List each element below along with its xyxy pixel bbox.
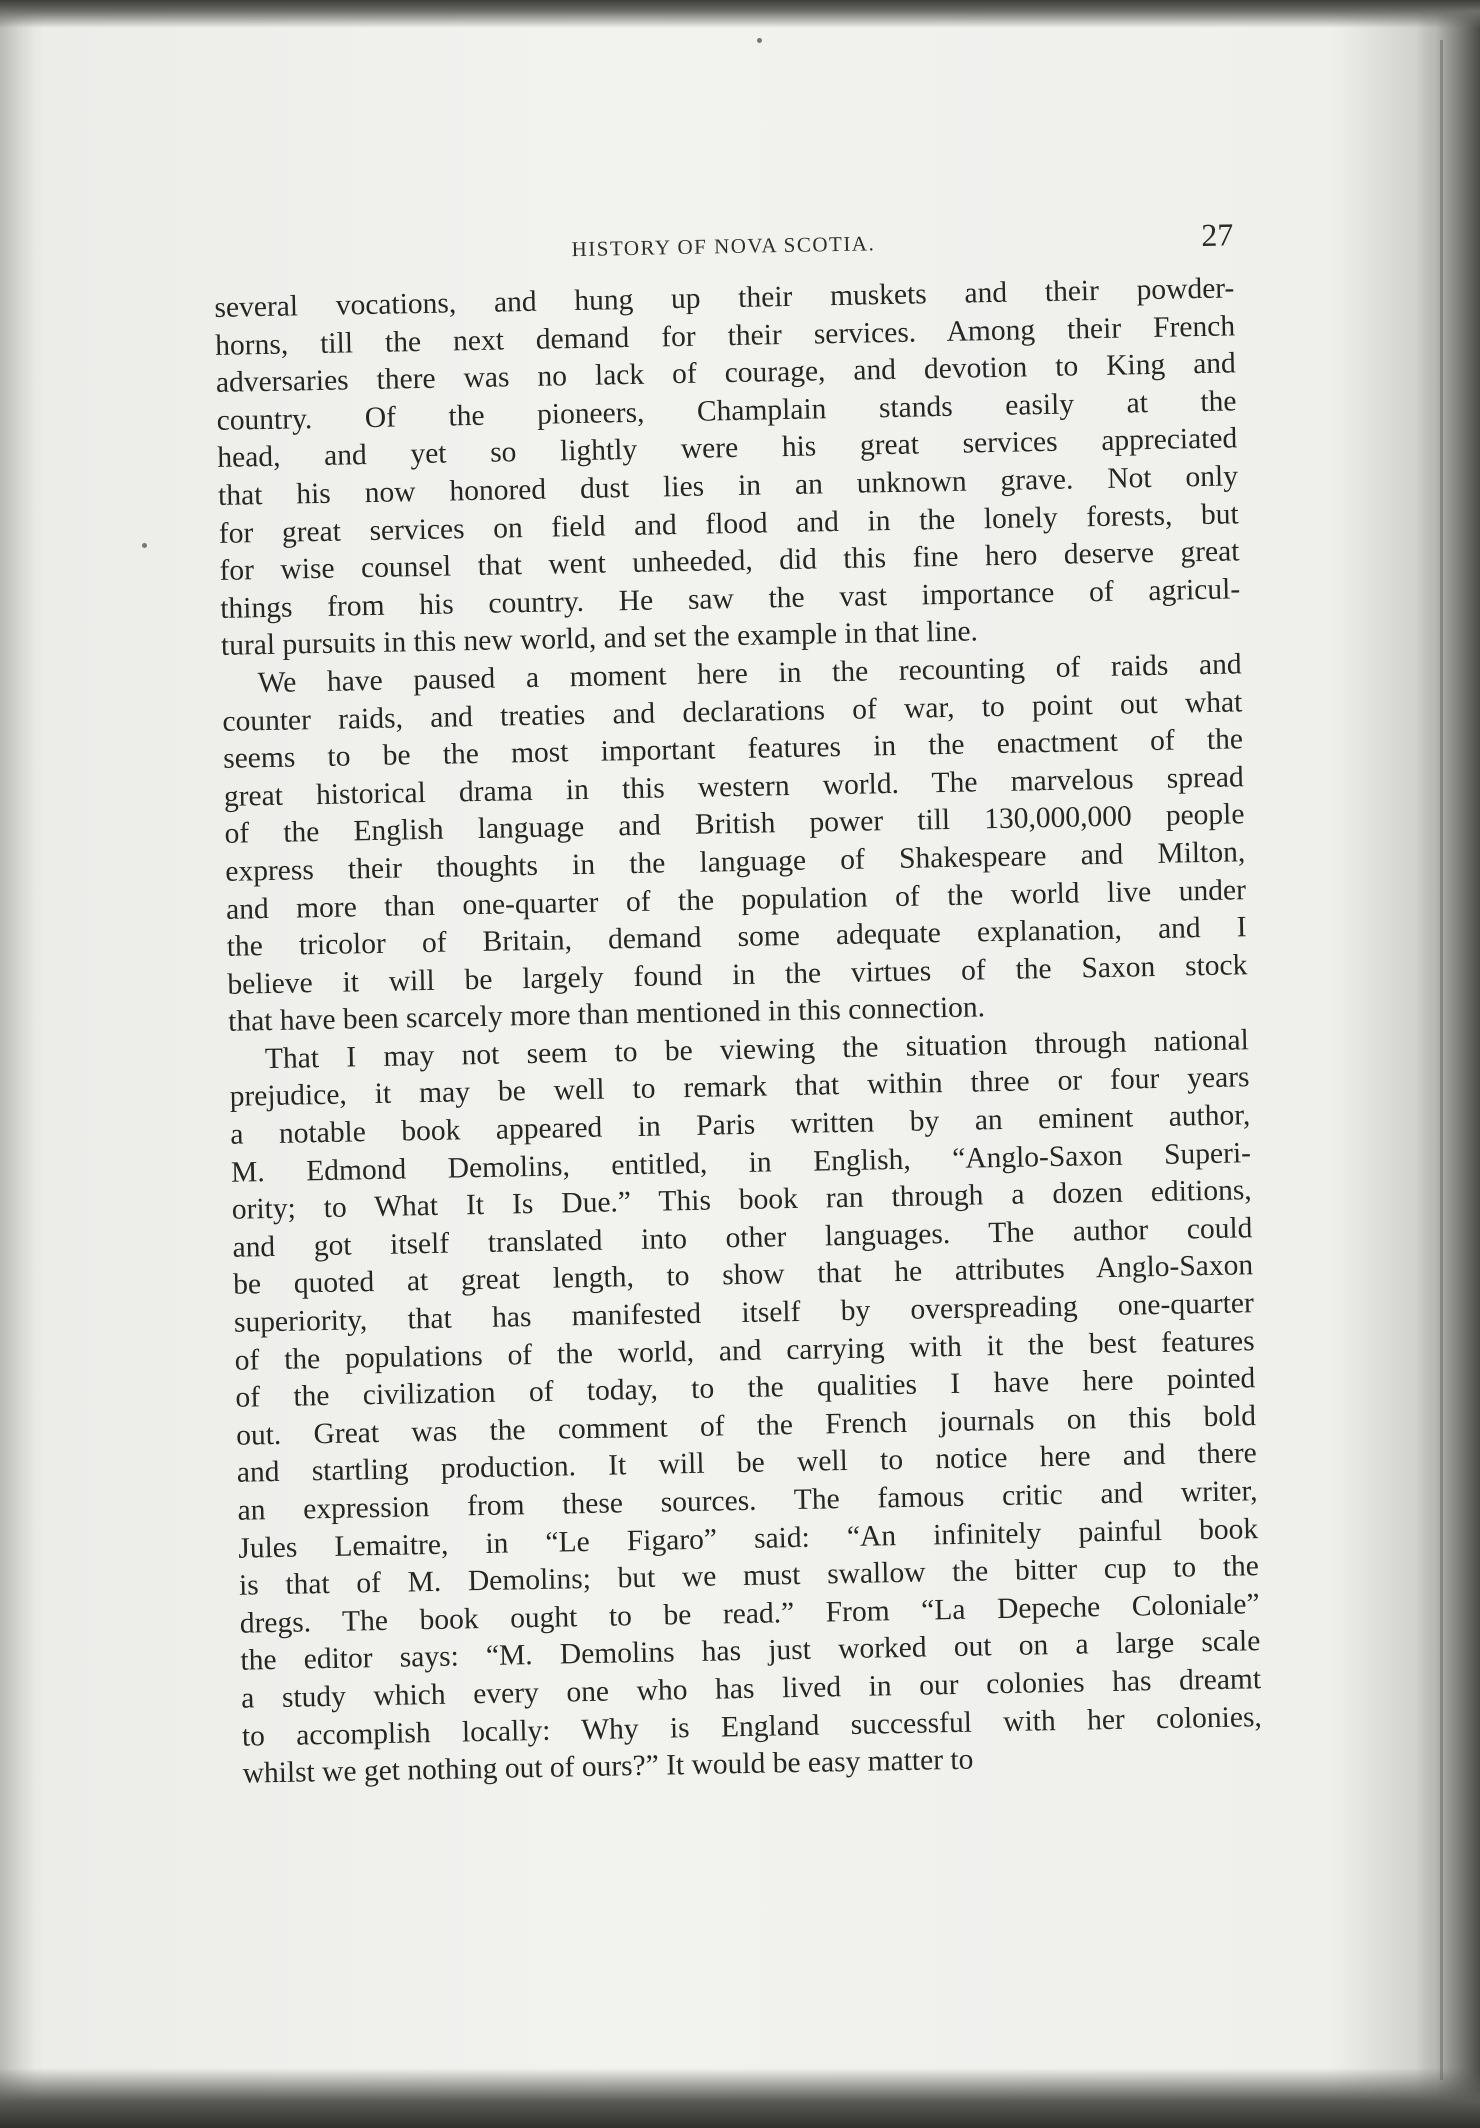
text-line: and got itself translated into other languages. The author could [232, 1212, 1253, 1264]
text-line: prejudice, it may be well to remark that within three or four years [229, 1061, 1250, 1114]
text-line: that have been scarcely more than mentioned in this connection. [227, 991, 986, 1039]
text-line: the editor says: “M. Demolins has just worked out on a large scale [240, 1625, 1261, 1678]
text-line: for wise counsel that went unheeded, did this fine hero deserve great [219, 535, 1240, 588]
text-line: Jules Lemaitre, in “Le Figaro” said: “An infinitely painful book [238, 1512, 1259, 1565]
text-line: an expression from these sources. The famous critic and writer, [237, 1475, 1258, 1527]
body-text [214, 270, 1263, 1793]
text-line: superiority, that has manifested itself by overspreading one-quarter [233, 1287, 1255, 1339]
text-line: be quoted at great length, to show that he attributes Anglo-Saxon [232, 1249, 1254, 1302]
dust-speck [757, 38, 762, 43]
text-line: the tricolor of Britain, demand some adequate explanation, and I [226, 911, 1247, 963]
text-line: of the civilization of today, to the qualities I have here pointed [235, 1362, 1256, 1414]
text-line: a study which every one who has lived in our colonies has dreamt [240, 1663, 1262, 1715]
text-line: and startling production. It will be well to notice here and there [236, 1437, 1257, 1490]
text-line: That I may not seem to be viewing the situation through national [264, 1024, 1250, 1075]
dust-speck [142, 543, 147, 548]
text-line: out. Great was the comment of the French journals on this bold [235, 1399, 1257, 1452]
page-left-edge [0, 0, 34, 2128]
text-line: that his now honored dust lies in an unknown grave. Not only [217, 460, 1239, 512]
text-line: We have paused a moment here in the recounting of raids and [257, 648, 1242, 700]
paragraph [229, 1022, 1263, 1793]
paragraph [221, 646, 1248, 1041]
running-head-title: HISTORY OF NOVA SCOTIA. [571, 231, 876, 262]
text-line: head, and yet so lightly were his great services appreciated [217, 422, 1238, 475]
text-line: things from his country. He saw the vast importance of agricul- [219, 573, 1241, 625]
text-line: dregs. The book ought to be read.” From “La Depeche Coloniale” [239, 1587, 1260, 1640]
paragraph [214, 270, 1241, 665]
text-line: for great services on field and flood and in the lonely forests, but [218, 497, 1239, 550]
scan-bottom-shadow [0, 2068, 1480, 2128]
book-spine-edge [1416, 0, 1480, 2128]
text-line: ority; to What It Is Due.” This book ran through a dozen editions, [231, 1174, 1252, 1227]
scan-top-shadow [0, 0, 1480, 28]
text-line: seems to be the most important features in the enactment of the [222, 723, 1244, 775]
text-line: express their thoughts in the language of Shakespeare and Milton, [225, 836, 1246, 888]
text-line: horns, till the next demand for their services. Among their French [214, 309, 1236, 362]
text-line: is that of M. Demolins; but we must swallow the bitter cup to the [238, 1550, 1260, 1602]
text-line: tural pursuits in this new world, and set the example in that line. [220, 615, 979, 663]
book-page [213, 210, 1267, 2009]
page-edge-line [1440, 40, 1443, 2080]
text-line: country. Of the pioneers, Champlain stands easily at the [216, 385, 1237, 437]
text-line: adversaries there was no lack of courage, and devotion to King and [215, 347, 1237, 400]
text-line: to accomplish locally: Why is England successful with her colonies, [241, 1700, 1263, 1753]
text-line: of the populations of the world, and carrying with it the best features [234, 1324, 1255, 1377]
text-line: M. Edmond Demolins, entitled, in English, “Anglo-Saxon Superi- [230, 1136, 1252, 1189]
text-line: a notable book appeared in Paris written by an eminent author, [230, 1099, 1251, 1151]
text-line: counter raids, and treaties and declarations of war, to point out what [222, 685, 1243, 738]
text-line: of the English language and British power till 130,000,000 people [224, 798, 1245, 851]
text-line: whilst we get nothing out of ours?” It would be easy matter to [242, 1743, 974, 1790]
page-number: 27 [1200, 216, 1234, 253]
text-line: and more than one-quarter of the population of the world live under [225, 873, 1247, 926]
text-line: believe it will be largely found in the virtues of the Saxon stock [227, 948, 1248, 1001]
text-line: great historical drama in this western world. The marvelous spread [223, 760, 1245, 813]
text-line: several vocations, and hung up their muskets and their powder- [214, 272, 1235, 324]
